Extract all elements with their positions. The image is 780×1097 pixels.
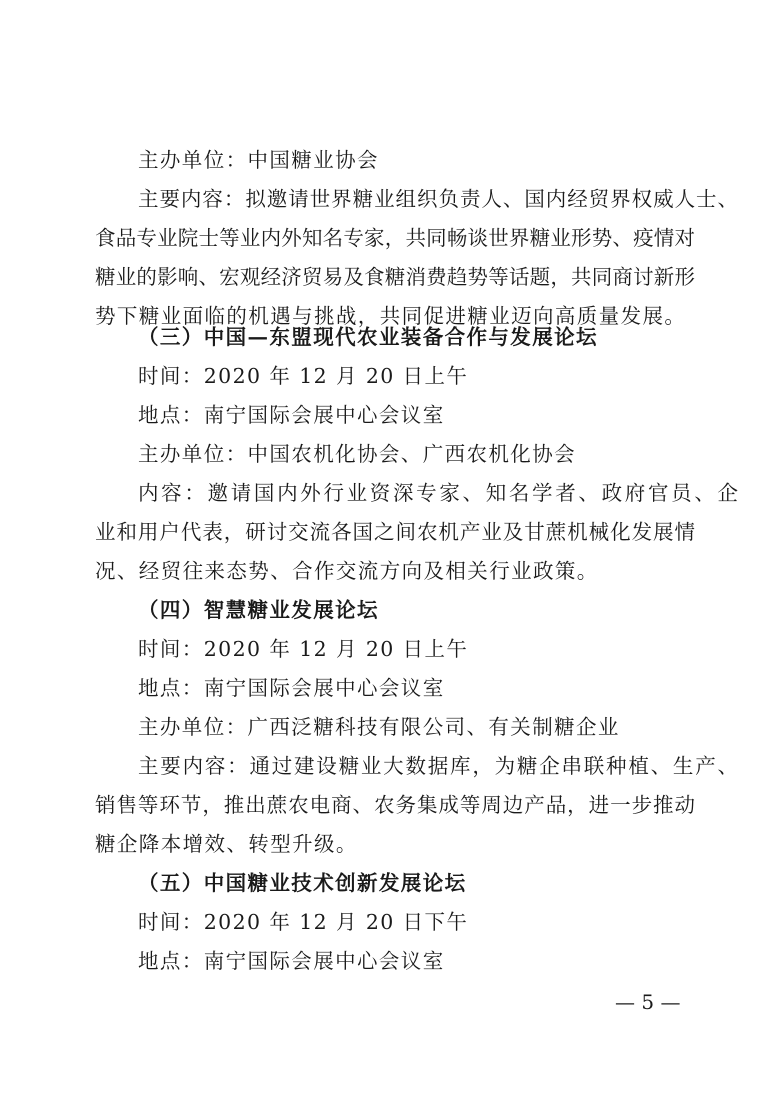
section-heading-3: （三）中国—东盟现代农业装备合作与发展论坛	[138, 325, 598, 349]
paragraph-line: 业和用户代表，研讨交流各国之间农机产业及甘蔗机械化发展情	[95, 520, 695, 544]
main-content-line: 主要内容：拟邀请世界糖业组织负责人、国内经贸界权威人士、	[138, 187, 738, 211]
time-line: 时间：2020 年 12 月 20 日上午	[138, 637, 469, 661]
paragraph-line: 势下糖业面临的机遇与挑战，共同促进糖业迈向高质量发展。	[95, 304, 687, 328]
content-line: 内容：邀请国内外行业资深专家、知名学者、政府官员、企	[138, 481, 738, 505]
page-number: — 5 —	[615, 990, 681, 1014]
organizer-line: 主办单位：中国糖业协会	[138, 148, 379, 172]
location-line: 地点：南宁国际会展中心会议室	[138, 403, 445, 427]
paragraph-line: 糖企降本增效、转型升级。	[95, 832, 358, 856]
organizer-line: 主办单位：广西泛糖科技有限公司、有关制糖企业	[138, 715, 620, 739]
organizer-line: 主办单位：中国农机化协会、广西农机化协会	[138, 442, 576, 466]
main-content-line: 主要内容：通过建设糖业大数据库，为糖企串联种植、生产、	[138, 754, 738, 778]
section-heading-4: （四）智慧糖业发展论坛	[138, 598, 379, 622]
section-heading-5: （五）中国糖业技术创新发展论坛	[138, 871, 467, 895]
time-line: 时间：2020 年 12 月 20 日下午	[138, 910, 469, 934]
paragraph-line: 食品专业院士等业内外知名专家，共同畅谈世界糖业形势、疫情对	[95, 226, 695, 250]
location-line: 地点：南宁国际会展中心会议室	[138, 949, 445, 973]
location-line: 地点：南宁国际会展中心会议室	[138, 676, 445, 700]
paragraph-line: 况、经贸往来态势、合作交流方向及相关行业政策。	[95, 559, 599, 583]
paragraph-line: 糖业的影响、宏观经济贸易及食糖消费趋势等话题，共同商讨新形	[95, 265, 695, 289]
paragraph-line: 销售等环节，推出蔗农电商、农务集成等周边产品，进一步推动	[95, 793, 695, 817]
time-line: 时间：2020 年 12 月 20 日上午	[138, 364, 469, 388]
